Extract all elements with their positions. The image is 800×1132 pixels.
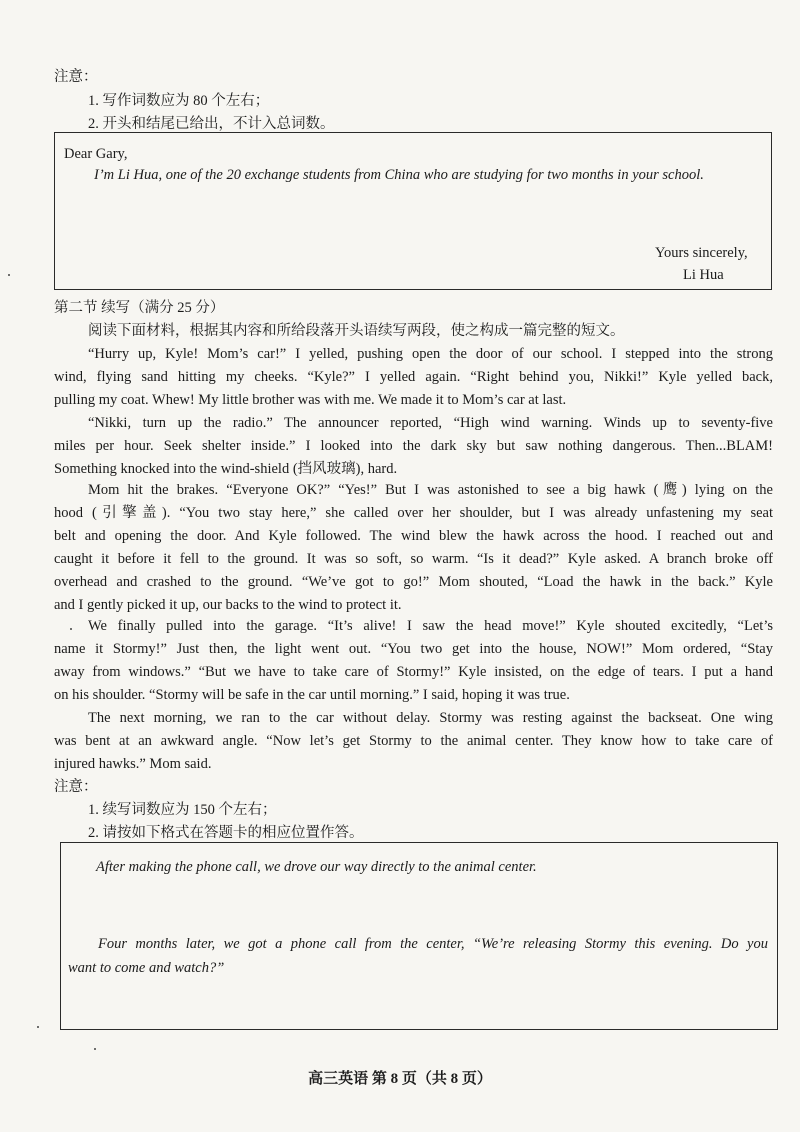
passage-line: Mom hit the brakes. “Everyone OK?” “Yes!” But I was astonished to see a big hawk (鹰) lying on the <box>88 482 773 498</box>
para2-opening-line1: Four months later, we got a phone call from the center, “We’re releasing Stormy this evening. Do you <box>98 936 768 952</box>
passage-line: wind, flying sand hitting my cheeks. “Kyle?” I yelled again. “Right behind you, Nikki!” Kyle yelled back, <box>54 369 773 385</box>
passage-line: name it Stormy!” Just then, the light went out. “You two get into the house, NOW!” Mom ordered, “Stay <box>54 641 773 657</box>
passage-line: belt and opening the door. And Kyle followed. The wind blew the hawk across the hood. I reached out and <box>54 528 773 544</box>
passage-line: The next morning, we ran to the car without delay. Stormy was resting against the backseat. One wing <box>88 710 773 726</box>
passage-line: was bent at an awkward angle. “Now let’s get Stormy to the animal center. They know how to take care of <box>54 733 773 749</box>
para2-opening-line2: want to come and watch?” <box>68 960 225 976</box>
passage-line: away from windows.” “But we have to take care of Stormy!” Kyle insisted, on the edge of tears. I put a hand <box>54 664 773 680</box>
passage-line: overhead and crashed to the ground. “We’ve got to go!” Mom shouted, “Load the hawk in the back.” Kyle <box>54 574 773 590</box>
note-item-4: 2. 请按如下格式在答题卡的相应位置作答。 <box>88 825 364 841</box>
letter-answer-box <box>54 132 772 290</box>
note-item-2: 2. 开头和结尾已给出，不计入总词数。 <box>88 116 335 132</box>
notes-heading: 注意： <box>54 69 98 85</box>
letter-opening: I’m Li Hua, one of the 20 exchange students from China who are studying for two months in your school. <box>94 167 704 183</box>
passage-line: hood (引擎盖). “You two stay here,” she called over her shoulder, but I was already unfastening my seat <box>54 505 773 521</box>
passage-line: We finally pulled into the garage. “It’s alive! I saw the head move!” Kyle shouted excitedly, “Let’s <box>88 618 773 634</box>
scan-speck <box>70 628 72 630</box>
scan-speck <box>37 1026 39 1028</box>
letter-greeting: Dear Gary, <box>64 146 128 162</box>
notes-heading-2: 注意： <box>54 779 98 795</box>
passage-line: caught it before it fell to the ground. It was so soft, so warm. “Is it dead?” Kyle asked. A branch broke off <box>54 551 773 567</box>
para1-opening: After making the phone call, we drove our way directly to the animal center. <box>96 859 537 875</box>
note-item-3: 1. 续写词数应为 150 个左右； <box>88 802 277 818</box>
section-instruction: 阅读下面材料，根据其内容和所给段落开头语续写两段，使之构成一篇完整的短文。 <box>88 323 625 339</box>
scan-speck <box>8 274 10 276</box>
scan-speck <box>94 1048 96 1050</box>
page-footer: 高三英语 第 8 页（共 8 页） <box>308 1071 492 1087</box>
passage-line: and I gently picked it up, our backs to the wind to protect it. <box>54 597 402 613</box>
passage-line: “Nikki, turn up the radio.” The announcer reported, “High wind warning. Winds up to seventy-five <box>88 415 773 431</box>
letter-closing: Yours sincerely, <box>655 245 748 261</box>
passage-line: miles per hour. Seek shelter inside.” I looked into the dark sky but saw nothing dangerous. Then...BLAM! <box>54 438 773 454</box>
passage-line: injured hawks.” Mom said. <box>54 756 212 772</box>
passage-line: on his shoulder. “Stormy will be safe in the car until morning.” I said, hoping it was true. <box>54 687 570 703</box>
letter-signature: Li Hua <box>683 267 724 283</box>
passage-line: “Hurry up, Kyle! Mom’s car!” I yelled, pushing open the door of our school. I stepped into the strong <box>88 346 773 362</box>
note-item-1: 1. 写作词数应为 80 个左右； <box>88 93 270 109</box>
passage-line: pulling my coat. Whew! My little brother was with me. We made it to Mom’s car at last. <box>54 392 567 408</box>
passage-line: Something knocked into the wind-shield (挡风玻璃), hard. <box>54 461 398 477</box>
section-title: 第二节 续写（满分 25 分） <box>54 300 225 316</box>
